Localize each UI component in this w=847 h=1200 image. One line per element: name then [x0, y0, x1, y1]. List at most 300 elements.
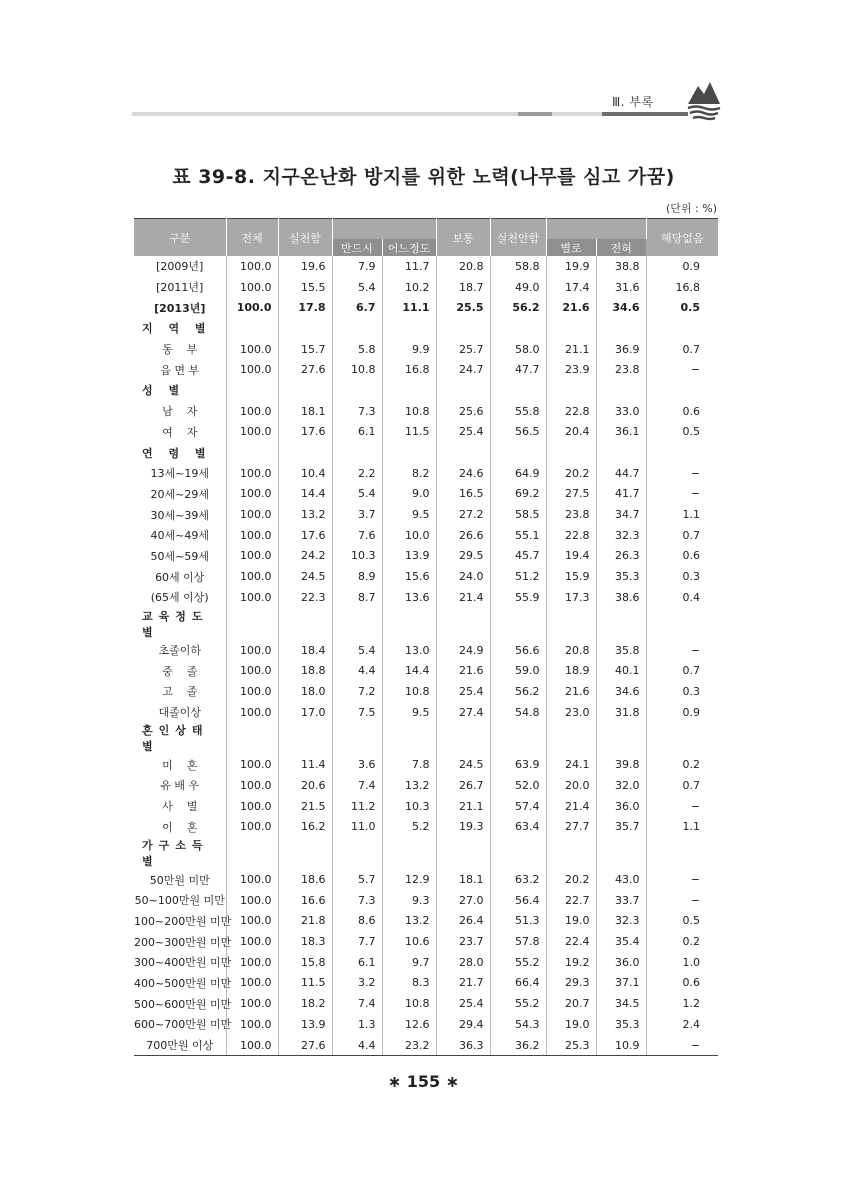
value-cell: 13.0: [382, 640, 436, 661]
value-cell: 0.6: [682, 404, 700, 418]
value-cell: 34.6: [596, 681, 646, 702]
value-cell: 63.4: [490, 817, 546, 838]
row-label: 고 졸: [134, 681, 226, 702]
value-cell: 19.6: [278, 256, 332, 277]
empty-cell: [490, 722, 546, 754]
value-cell: 11.2: [332, 796, 382, 817]
empty-cell: [436, 380, 490, 401]
value-cell: 100.0: [226, 973, 278, 994]
value-cell: 23.9: [546, 359, 596, 380]
empty-cell: [546, 837, 596, 869]
value-cell: 21.7: [436, 973, 490, 994]
header-rule-accent: [518, 112, 552, 116]
value-cell: 100.0: [226, 277, 278, 298]
page-number: ∗ 155 ∗: [387, 1072, 460, 1091]
value-cell: 24.6: [436, 463, 490, 484]
value-cell: 51.3: [490, 911, 546, 932]
value-cell: 27.7: [546, 817, 596, 838]
value-cell: 20.0: [546, 775, 596, 796]
row-label: 미 혼: [134, 754, 226, 775]
value-cell: 0.2: [682, 935, 700, 949]
table-row: [134, 993, 718, 1014]
value-cell: 20.6: [278, 775, 332, 796]
value-cell: 26.3: [596, 546, 646, 567]
value-cell: 100.0: [226, 546, 278, 567]
value-cell: 22.4: [546, 931, 596, 952]
value-cell: 100.0: [226, 422, 278, 443]
empty-cell: [490, 442, 546, 463]
value-cell: 100.0: [226, 463, 278, 484]
table-group-row: [134, 442, 718, 463]
value-cell: 100.0: [226, 817, 278, 838]
value-cell: 24.9: [436, 640, 490, 661]
value-cell: 32.0: [596, 775, 646, 796]
row-label: 13세~19세: [134, 463, 226, 484]
table-group-row: [134, 608, 718, 640]
empty-cell: [382, 442, 436, 463]
value-cell: 11.7: [382, 256, 436, 277]
empty-cell: [646, 442, 718, 463]
value-cell: 100.0: [226, 1014, 278, 1035]
value-cell: 100.0: [226, 931, 278, 952]
value-cell: 100.0: [226, 952, 278, 973]
group-label: 혼인상태별: [134, 722, 226, 754]
header-rule-accent-dark: [602, 112, 688, 116]
row-label: 500~600만원 미만: [134, 993, 226, 1014]
value-cell: 6.1: [332, 422, 382, 443]
value-cell: 24.5: [278, 566, 332, 587]
value-cell: 28.0: [436, 952, 490, 973]
value-cell: 18.6: [278, 869, 332, 890]
value-cell: 21.6: [546, 681, 596, 702]
value-cell: 14.4: [278, 484, 332, 505]
row-label: 중 졸: [134, 660, 226, 681]
value-cell: 16.2: [278, 817, 332, 838]
value-cell: 36.2: [490, 1035, 546, 1056]
value-cell: 13.9: [278, 1014, 332, 1035]
value-cell: 56.5: [490, 422, 546, 443]
value-cell: 100.0: [226, 359, 278, 380]
empty-cell: [278, 318, 332, 339]
value-cell: 25.6: [436, 401, 490, 422]
header-na: 해당없음: [646, 219, 718, 257]
value-cell: 36.3: [436, 1035, 490, 1056]
value-cell: 25.4: [436, 422, 490, 443]
value-cell: 24.5: [436, 754, 490, 775]
value-cell: 23.7: [436, 931, 490, 952]
chapter-label: Ⅲ. 부록: [612, 95, 654, 109]
value-cell: 58.0: [490, 339, 546, 360]
empty-cell: [546, 380, 596, 401]
table-row: [134, 359, 718, 380]
value-cell: 7.5: [332, 702, 382, 723]
unit-label: (단위 : %): [666, 202, 717, 215]
header-practice: 실천함: [278, 219, 332, 257]
value-cell: 52.0: [490, 775, 546, 796]
row-label: 50세~59세: [134, 546, 226, 567]
table-row: [134, 566, 718, 587]
value-cell: 5.8: [332, 339, 382, 360]
value-cell: 20.8: [436, 256, 490, 277]
value-cell: 7.3: [332, 890, 382, 911]
value-cell: 9.0: [382, 484, 436, 505]
value-cell: 47.7: [490, 359, 546, 380]
value-cell: 100.0: [226, 484, 278, 505]
value-cell: 0.5: [680, 301, 700, 315]
value-cell: 5.4: [332, 484, 382, 505]
value-cell: 56.4: [490, 890, 546, 911]
value-cell: 20.2: [546, 869, 596, 890]
table-row: [134, 463, 718, 484]
value-cell: 1.3: [332, 1014, 382, 1035]
value-cell: 38.6: [596, 587, 646, 608]
table-row: [134, 640, 718, 661]
empty-cell: [546, 318, 596, 339]
value-cell: 16.5: [436, 484, 490, 505]
value-cell: 41.7: [596, 484, 646, 505]
value-cell: 27.6: [278, 1035, 332, 1056]
value-cell: 100.0: [226, 775, 278, 796]
value-cell: 19.4: [546, 546, 596, 567]
value-cell: 34.7: [596, 504, 646, 525]
value-cell: 35.4: [596, 931, 646, 952]
value-cell: 69.2: [490, 484, 546, 505]
value-cell: 100.0: [226, 339, 278, 360]
value-cell: 1.0: [682, 955, 700, 969]
table-row: [134, 890, 718, 911]
value-cell: 100.0: [226, 869, 278, 890]
value-cell: 10.2: [382, 277, 436, 298]
empty-cell: [436, 722, 490, 754]
value-cell: 25.7: [436, 339, 490, 360]
value-cell: 13.2: [382, 775, 436, 796]
value-cell: 100.0: [226, 702, 278, 723]
row-label: 20세~29세: [134, 484, 226, 505]
value-cell: 33.7: [596, 890, 646, 911]
value-cell: 38.8: [596, 256, 646, 277]
table-row: [134, 702, 718, 723]
value-cell: 25.3: [546, 1035, 596, 1056]
value-cell: 57.4: [490, 796, 546, 817]
empty-cell: [436, 608, 490, 640]
value-cell: 7.2: [332, 681, 382, 702]
value-cell: 0.6: [682, 976, 700, 990]
value-cell: 29.4: [436, 1014, 490, 1035]
value-cell: 0.5: [682, 425, 700, 439]
value-cell: 36.9: [596, 339, 646, 360]
value-cell: 13.6: [382, 587, 436, 608]
value-cell: 8.6: [332, 911, 382, 932]
header-rule: [132, 112, 688, 116]
value-cell: 10.4: [278, 463, 332, 484]
header-no-practice: 실천안함: [490, 219, 546, 257]
value-cell: 25.5: [436, 297, 490, 318]
table-group-row: [134, 837, 718, 869]
table-row: [134, 256, 718, 277]
value-cell: 6.1: [332, 952, 382, 973]
value-cell: 8.2: [382, 463, 436, 484]
value-cell: 18.1: [436, 869, 490, 890]
value-cell: 45.7: [490, 546, 546, 567]
empty-cell: [278, 837, 332, 869]
row-label: 유 배 우: [134, 775, 226, 796]
header-normal: 보통: [436, 219, 490, 257]
empty-cell: [332, 318, 382, 339]
value-cell: 10.8: [382, 993, 436, 1014]
value-cell: 55.2: [490, 993, 546, 1014]
value-cell: 17.3: [546, 587, 596, 608]
value-cell: 6.7: [332, 297, 382, 318]
value-cell: 63.2: [490, 869, 546, 890]
value-cell: 3.7: [332, 504, 382, 525]
empty-cell: [226, 837, 278, 869]
value-cell: 27.2: [436, 504, 490, 525]
empty-cell: [646, 380, 718, 401]
empty-cell: [226, 380, 278, 401]
value-cell: 15.6: [382, 566, 436, 587]
table-row: [134, 973, 718, 994]
value-cell: 1.2: [682, 997, 700, 1011]
value-cell: 0.7: [682, 528, 700, 542]
value-cell: 10.8: [332, 359, 382, 380]
table-row: [134, 754, 718, 775]
table-row: [134, 546, 718, 567]
value-cell: 21.1: [436, 796, 490, 817]
empty-cell: [226, 442, 278, 463]
value-cell: 35.8: [596, 640, 646, 661]
empty-cell: [382, 722, 436, 754]
empty-cell: [382, 380, 436, 401]
value-cell: −: [690, 799, 700, 813]
value-cell: 4.4: [332, 660, 382, 681]
value-cell: 0.7: [682, 664, 700, 678]
value-cell: 35.3: [596, 1014, 646, 1035]
header-category: 구분: [134, 219, 226, 257]
value-cell: 10.3: [332, 546, 382, 567]
value-cell: 10.8: [382, 401, 436, 422]
value-cell: 3.2: [332, 973, 382, 994]
value-cell: 100.0: [226, 911, 278, 932]
row-label: [2009년]: [134, 256, 226, 277]
table-row: [134, 277, 718, 298]
value-cell: 0.2: [682, 758, 700, 772]
value-cell: 13.9: [382, 546, 436, 567]
empty-cell: [332, 608, 382, 640]
header-not-really: 별로: [546, 239, 596, 256]
value-cell: 36.0: [596, 796, 646, 817]
value-cell: 56.2: [490, 297, 546, 318]
value-cell: 18.4: [278, 640, 332, 661]
value-cell: 100.0: [226, 256, 278, 277]
table-row: [134, 525, 718, 546]
row-label: 50만원 미만: [134, 869, 226, 890]
value-cell: 27.0: [436, 890, 490, 911]
value-cell: 27.6: [278, 359, 332, 380]
value-cell: 11.4: [278, 754, 332, 775]
value-cell: 100.0: [226, 640, 278, 661]
value-cell: 7.4: [332, 775, 382, 796]
value-cell: 20.8: [546, 640, 596, 661]
header-always: 반드시: [332, 239, 382, 256]
value-cell: 0.7: [682, 778, 700, 792]
table-row: [134, 796, 718, 817]
value-cell: 8.9: [332, 566, 382, 587]
value-cell: 20.7: [546, 993, 596, 1014]
table-row: [134, 1014, 718, 1035]
empty-cell: [596, 722, 646, 754]
row-label: 700만원 이상: [134, 1035, 226, 1056]
value-cell: 15.5: [278, 277, 332, 298]
group-label: 연 령 별: [134, 442, 226, 463]
value-cell: 13.2: [278, 504, 332, 525]
value-cell: 16.6: [278, 890, 332, 911]
group-label: 지 역 별: [134, 318, 226, 339]
value-cell: 55.8: [490, 401, 546, 422]
value-cell: 100.0: [226, 401, 278, 422]
value-cell: 17.4: [546, 277, 596, 298]
table-row: [134, 587, 718, 608]
value-cell: 31.8: [596, 702, 646, 723]
value-cell: 56.2: [490, 681, 546, 702]
table-group-row: [134, 318, 718, 339]
empty-cell: [490, 380, 546, 401]
value-cell: −: [690, 487, 700, 501]
value-cell: 11.0: [332, 817, 382, 838]
value-cell: 26.6: [436, 525, 490, 546]
row-label: (65세 이상): [134, 587, 226, 608]
empty-cell: [490, 837, 546, 869]
table-row: [134, 681, 718, 702]
value-cell: 29.3: [546, 973, 596, 994]
value-cell: 21.4: [436, 587, 490, 608]
value-cell: 21.1: [546, 339, 596, 360]
value-cell: 17.0: [278, 702, 332, 723]
empty-cell: [596, 380, 646, 401]
value-cell: 10.6: [382, 931, 436, 952]
value-cell: 21.8: [278, 911, 332, 932]
value-cell: 43.0: [596, 869, 646, 890]
value-cell: −: [690, 873, 700, 887]
value-cell: 10.8: [382, 681, 436, 702]
empty-cell: [382, 837, 436, 869]
table-row: [134, 660, 718, 681]
table-row: [134, 422, 718, 443]
value-cell: 7.6: [332, 525, 382, 546]
row-label: 대졸이상: [134, 702, 226, 723]
value-cell: 1.1: [682, 508, 700, 522]
table-row: [134, 952, 718, 973]
value-cell: 100.0: [226, 566, 278, 587]
value-cell: 56.6: [490, 640, 546, 661]
value-cell: 7.8: [382, 754, 436, 775]
data-table: [134, 218, 718, 1056]
table-row: [134, 297, 718, 318]
row-label: 여 자: [134, 422, 226, 443]
table-row: [134, 931, 718, 952]
value-cell: 9.5: [382, 702, 436, 723]
value-cell: 12.9: [382, 869, 436, 890]
empty-cell: [226, 608, 278, 640]
empty-cell: [382, 608, 436, 640]
empty-cell: [596, 608, 646, 640]
value-cell: 2.2: [332, 463, 382, 484]
empty-cell: [596, 442, 646, 463]
row-label: 읍 면 부: [134, 359, 226, 380]
value-cell: 37.1: [596, 973, 646, 994]
value-cell: 21.6: [436, 660, 490, 681]
value-cell: 100.0: [226, 754, 278, 775]
value-cell: 17.8: [278, 297, 332, 318]
value-cell: 4.4: [332, 1035, 382, 1056]
empty-cell: [596, 837, 646, 869]
row-label: 초졸이하: [134, 640, 226, 661]
table-row: [134, 1035, 718, 1056]
value-cell: 24.1: [546, 754, 596, 775]
empty-cell: [278, 442, 332, 463]
empty-cell: [546, 442, 596, 463]
value-cell: 20.4: [546, 422, 596, 443]
value-cell: 100.0: [226, 993, 278, 1014]
empty-cell: [436, 318, 490, 339]
value-cell: 100.0: [226, 660, 278, 681]
group-label: 교육정도별: [134, 608, 226, 640]
value-cell: 0.9: [682, 259, 700, 273]
empty-cell: [382, 318, 436, 339]
value-cell: 59.0: [490, 660, 546, 681]
value-cell: −: [690, 893, 700, 907]
value-cell: 32.3: [596, 525, 646, 546]
value-cell: 100.0: [226, 796, 278, 817]
table-row: [134, 869, 718, 890]
row-label: 남 자: [134, 401, 226, 422]
value-cell: 18.3: [278, 931, 332, 952]
value-cell: 64.9: [490, 463, 546, 484]
value-cell: 8.7: [332, 587, 382, 608]
value-cell: 51.2: [490, 566, 546, 587]
value-cell: 57.8: [490, 931, 546, 952]
value-cell: 19.0: [546, 911, 596, 932]
table-row: [134, 484, 718, 505]
value-cell: 8.3: [382, 973, 436, 994]
value-cell: 5.2: [382, 817, 436, 838]
value-cell: 24.0: [436, 566, 490, 587]
row-label: 동 부: [134, 339, 226, 360]
row-label: 30세~39세: [134, 504, 226, 525]
value-cell: 58.8: [490, 256, 546, 277]
value-cell: 100.0: [226, 504, 278, 525]
value-cell: 22.3: [278, 587, 332, 608]
empty-cell: [278, 608, 332, 640]
value-cell: 23.2: [382, 1035, 436, 1056]
group-label: 성 별: [134, 380, 226, 401]
empty-cell: [546, 722, 596, 754]
empty-cell: [278, 380, 332, 401]
value-cell: 63.9: [490, 754, 546, 775]
value-cell: 32.3: [596, 911, 646, 932]
value-cell: 100.0: [226, 525, 278, 546]
value-cell: 11.5: [382, 422, 436, 443]
value-cell: 36.0: [596, 952, 646, 973]
value-cell: 5.7: [332, 869, 382, 890]
value-cell: 22.7: [546, 890, 596, 911]
value-cell: 2.4: [682, 1017, 700, 1031]
value-cell: 54.8: [490, 702, 546, 723]
value-cell: 26.7: [436, 775, 490, 796]
empty-cell: [646, 608, 718, 640]
mountain-wave-logo-icon: [686, 78, 722, 122]
empty-cell: [332, 442, 382, 463]
value-cell: 18.0: [278, 681, 332, 702]
